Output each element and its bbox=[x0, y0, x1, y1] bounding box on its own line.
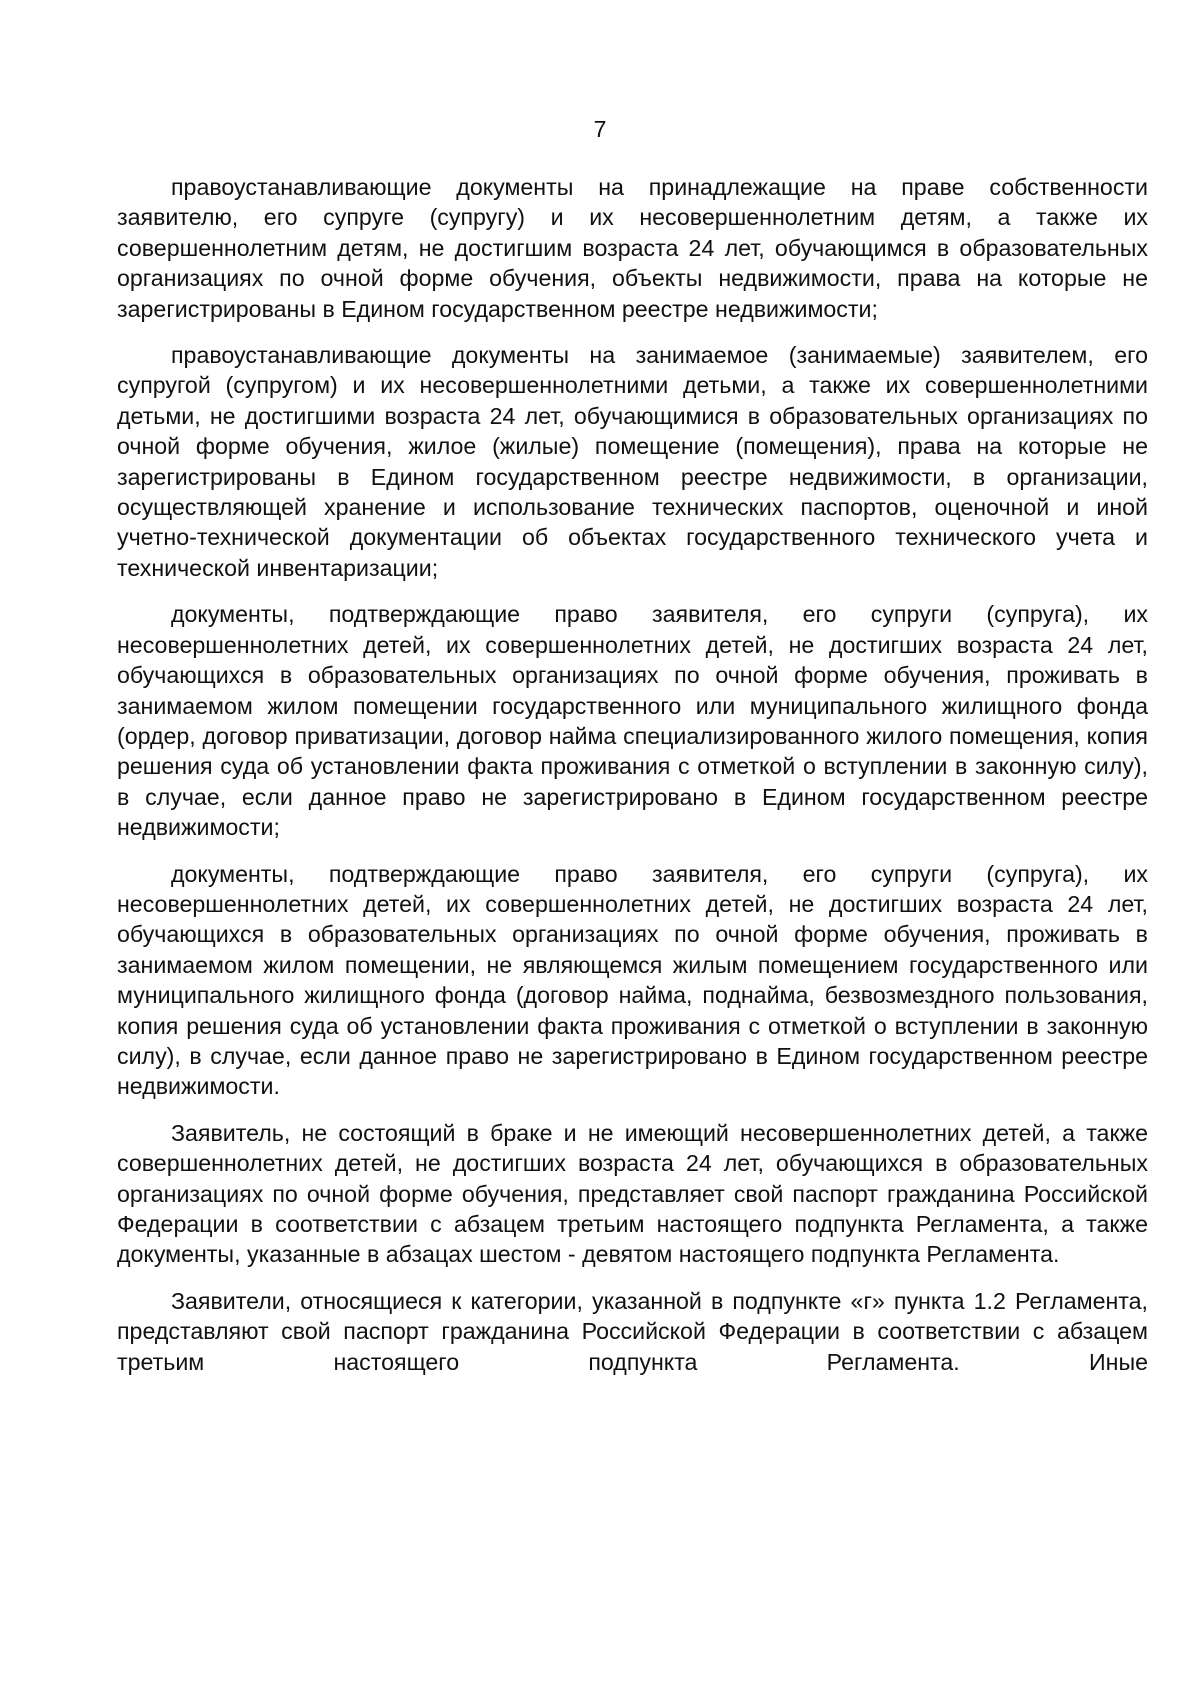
paragraph-2: правоустанавливающие документы на занимаемое (занимаемые) заявителем, его супругой (супругом) и их несовершеннолетними детьми, а также их совершеннолетними детьми, не достигшими возраста 24 лет, обучающимися в образовательных организациях по очной форме обучения, жилое (жилые) помещение (помещения), права на которые не зарегистрированы в Едином государственном реестре недвижимости, в организации, осуществляющей хранение и использование технических паспортов, оценочной и иной учетно-технической документации об объектах государственного технического учета и технической инвентаризации; bbox=[117, 342, 1148, 581]
paragraph-6: Заявители, относящиеся к категории, указанной в подпункте «г» пункта 1.2 Регламента, представляют свой паспорт гражданина Российской Федерации в соответствии с абзацем третьим настоящего подпункта Регламента. Иные bbox=[117, 1287, 1148, 1375]
paragraph-3: документы, подтверждающие право заявителя, его супруги (супруга), их несовершеннолетних детей, их совершеннолетних детей, не достигших возраста 24 лет, обучающихся в образовательных организациях по очной форме обучения, проживать в занимаемом жилом помещении государственного или муниципального жилищного фонда (ордер, договор приватизации, договор найма специализированного жилого помещения, копия решения суда об установлении факта проживания с отметкой о вступлении в законную силу), в случае, если данное право не зарегистрировано в Едином государственном реестре недвижимости; bbox=[117, 601, 1148, 841]
paragraph-1: правоустанавливающие документы на принадлежащие на праве собственности заявителю, его супруге (супругу) и их несовершеннолетним детям, а также их совершеннолетним детям, не достигшим возраста 24 лет, обучающимся в образовательных организациях по очной форме обучения, объекты недвижимости, права на которые не зарегистрированы в Едином государственном реестре недвижимости; bbox=[117, 174, 1148, 322]
page-number: 7 bbox=[593, 116, 607, 142]
paragraph-4: документы, подтверждающие право заявителя, его супруги (супруга), их несовершеннолетних детей, их совершеннолетних детей, не достигших возраста 24 лет, обучающихся в образовательных организациях по очной форме обучения, проживать в занимаемом жилом помещении, не являющемся жилым помещением государственного или муниципального жилищного фонда (договор найма, поднайма, безвозмездного пользования, копия решения суда об установлении факта проживания с отметкой о вступлении в законную силу), в случае, если данное право не зарегистрировано в Едином государственном реестре недвижимости. bbox=[117, 860, 1148, 1100]
document-body bbox=[117, 172, 1148, 1393]
paragraph-5: Заявитель, не состоящий в браке и не имеющий несовершеннолетних детей, а также совершеннолетних детей, не достигших возраста 24 лет, обучающихся в образовательных организациях по очной форме обучения, представляет свой паспорт гражданина Российской Федерации в соответствии с абзацем третьим настоящего подпункта Регламента, а также документы, указанные в абзацах шестом - девятом настоящего подпункта Регламента. bbox=[117, 1119, 1148, 1268]
